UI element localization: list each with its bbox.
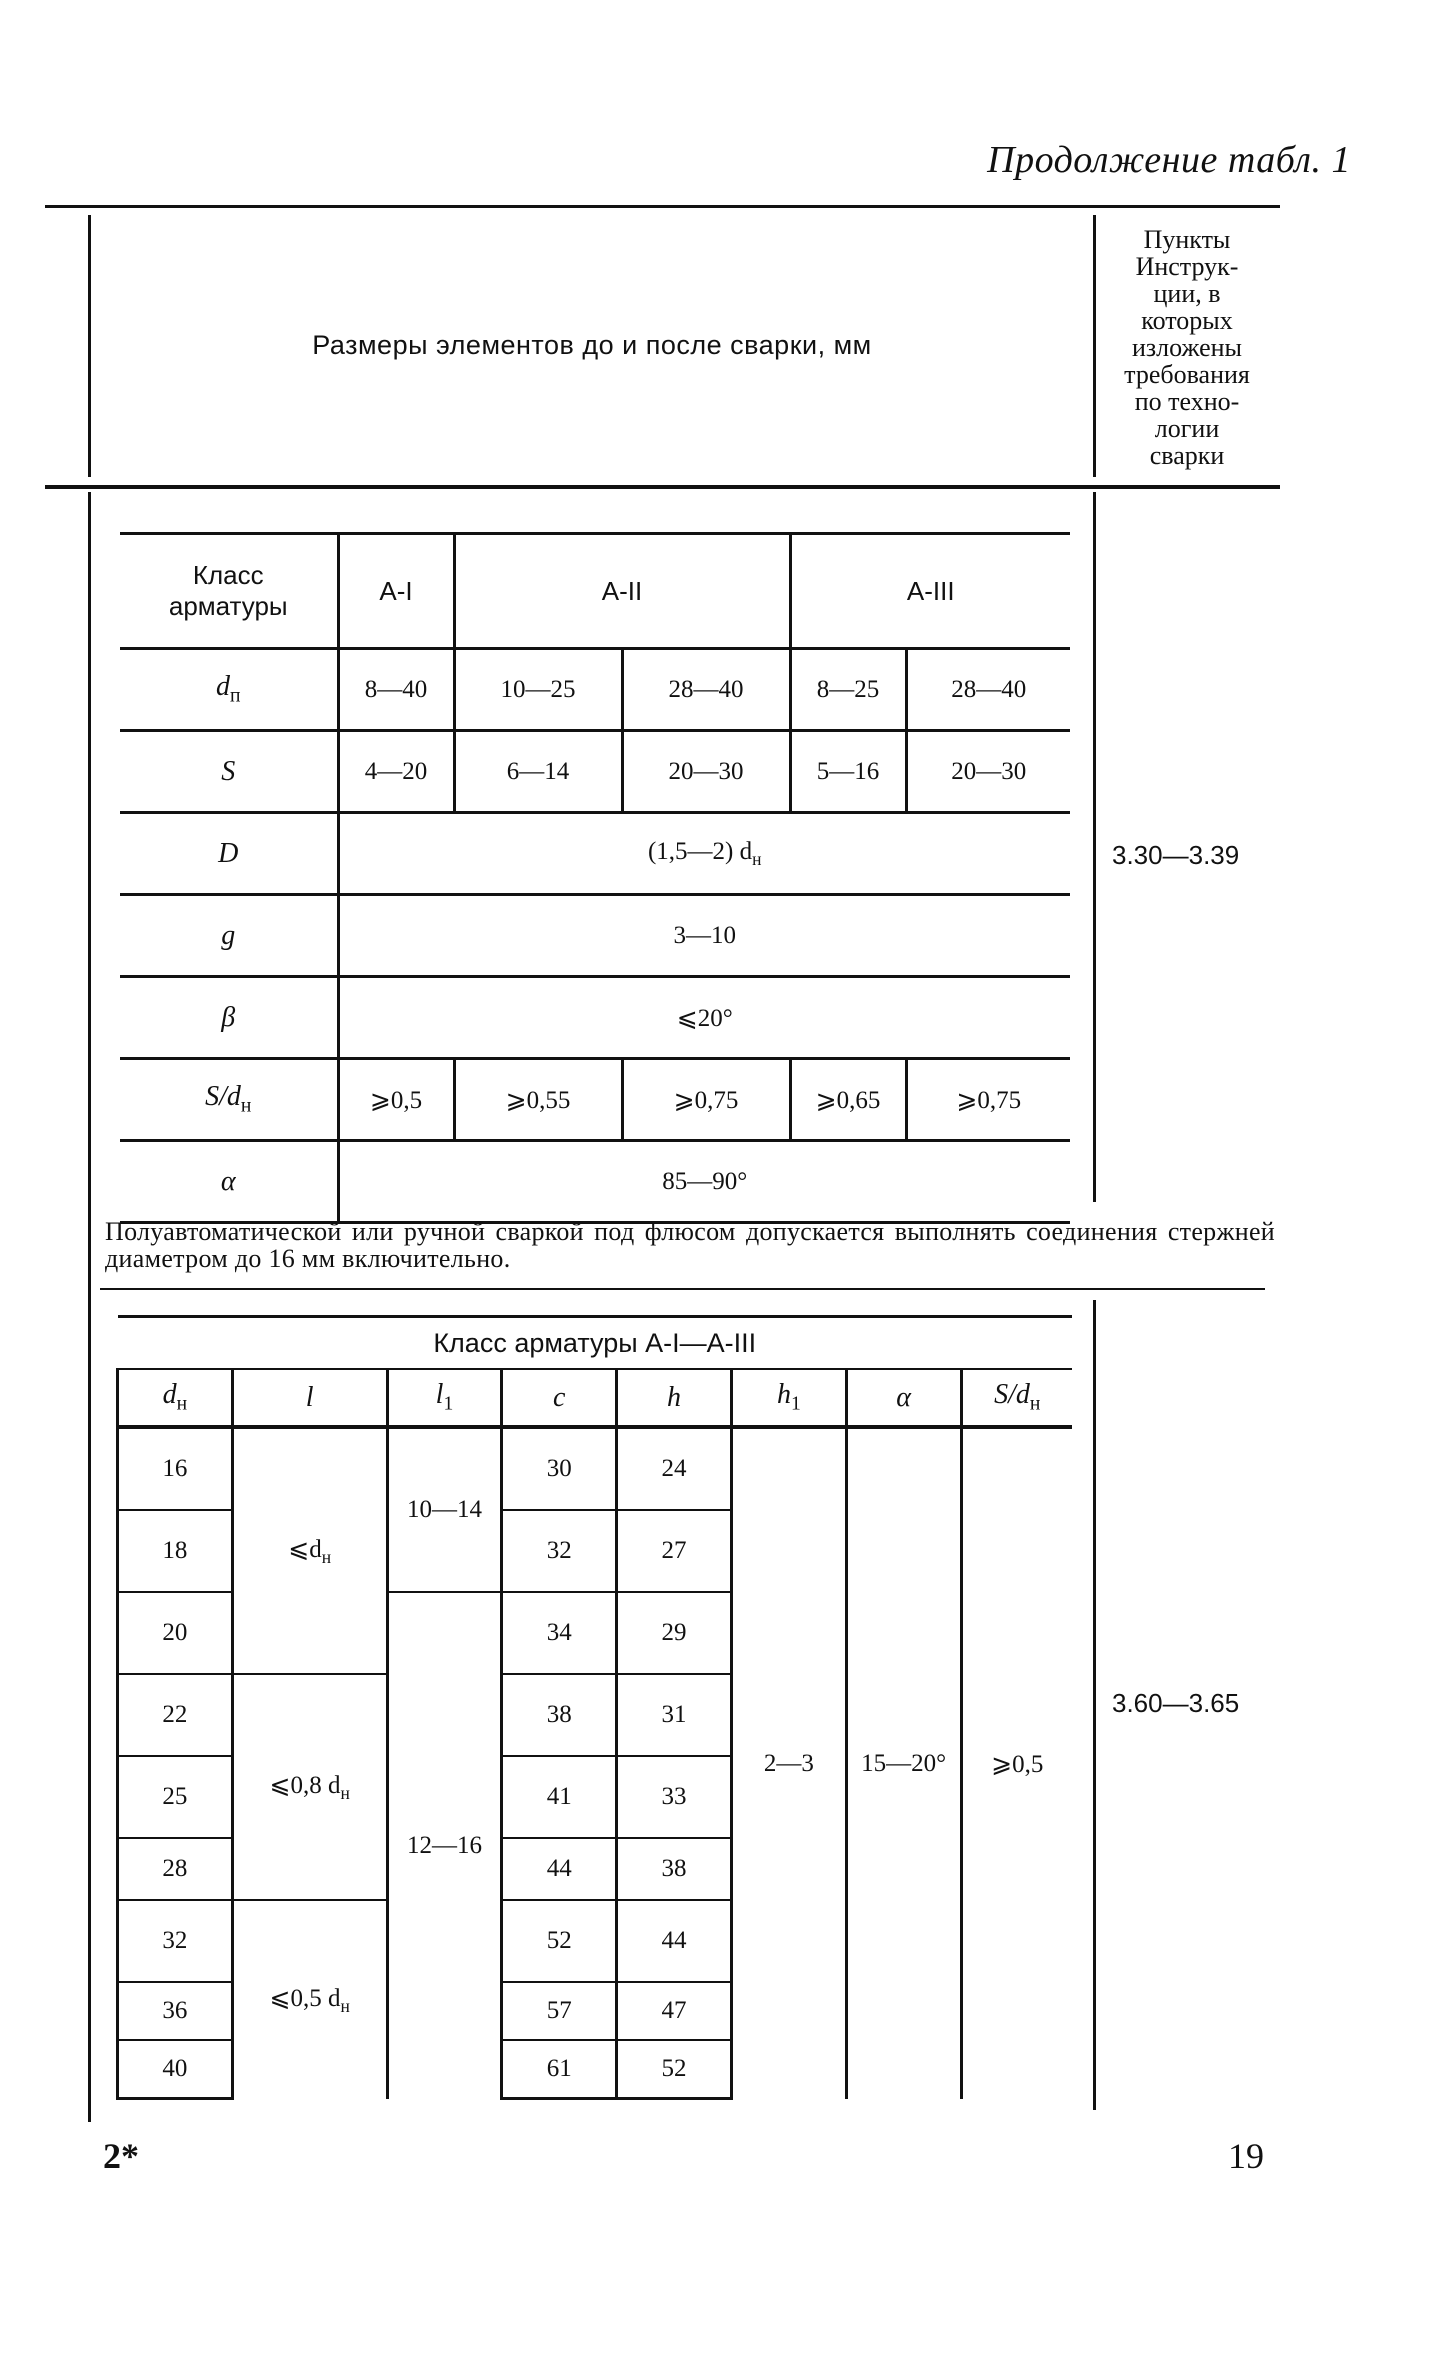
c-value: 41 — [502, 1756, 617, 1838]
c-value: 57 — [502, 1982, 617, 2040]
row-label-g: g — [120, 895, 338, 977]
column-header-main: Размеры элементов до и после сварки, мм — [312, 330, 872, 360]
class-a2: A-II — [454, 534, 790, 649]
signature-mark: 2* — [103, 2136, 139, 2176]
c-value: 32 — [502, 1510, 617, 1592]
header-l1: $l_1$ — [387, 1369, 502, 1427]
dn-value: 8—25 — [790, 649, 906, 731]
h-value: 52 — [617, 2040, 732, 2099]
c-value: 44 — [502, 1838, 617, 1900]
class-a3: A-III — [790, 534, 1070, 649]
h-value: 33 — [617, 1756, 732, 1838]
l1-group: 10—14 — [387, 1427, 502, 1592]
s-value: 20—30 — [906, 731, 1070, 813]
table2-caption: Класс арматуры A-I—A-III — [118, 1317, 1073, 1370]
d-value: 36 — [118, 1982, 233, 2040]
note-rule — [100, 1288, 1265, 1290]
h-value: 38 — [617, 1838, 732, 1900]
sd-value: ⩾0,55 — [454, 1059, 622, 1141]
d-value: 40 — [118, 2040, 233, 2099]
c-value: 38 — [502, 1674, 617, 1756]
alpha-value: 15—20° — [846, 1427, 961, 2099]
header-sd: $S/d_н$ — [961, 1369, 1072, 1427]
row-label-alpha: α — [120, 1141, 338, 1223]
row-label-beta: β — [120, 977, 338, 1059]
header-d: $d_н$ — [118, 1369, 233, 1427]
sd-value: ⩾0,75 — [622, 1059, 790, 1141]
header-l: l — [232, 1369, 387, 1427]
header-h1: $h_1$ — [731, 1369, 846, 1427]
header-c: c — [502, 1369, 617, 1427]
alpha-value: 85—90° — [338, 1141, 1070, 1223]
frame-divider-upper — [1093, 215, 1096, 477]
h-value: 44 — [617, 1900, 732, 1982]
s-value: 5—16 — [790, 731, 906, 813]
dn-value: 8—40 — [338, 649, 454, 731]
frame-divider-t1 — [1093, 492, 1096, 1202]
note-text: Полуавтоматической или ручной сваркой под флюсом допускается выполнять соединения стержней диаметром до 16 мм включительно. — [105, 1217, 1275, 1273]
s-value: 4—20 — [338, 731, 454, 813]
D-value: (1,5—2) $d_н$ — [338, 813, 1070, 895]
beta-value: ⩽20° — [338, 977, 1070, 1059]
sd-value: ⩾0,5 — [338, 1059, 454, 1141]
dn-value: 10—25 — [454, 649, 622, 731]
d-value: 20 — [118, 1592, 233, 1674]
header-alpha: α — [846, 1369, 961, 1427]
sd-value: ⩾0,75 — [906, 1059, 1070, 1141]
instruction-ref-1: 3.30—3.39 — [1112, 840, 1240, 870]
s-value: 6—14 — [454, 731, 622, 813]
d-value: 22 — [118, 1674, 233, 1756]
h-value: 24 — [617, 1427, 732, 1510]
dn-value: 28—40 — [622, 649, 790, 731]
row-label-D: D — [120, 813, 338, 895]
l-group: ⩽0,8 $d_н$ — [232, 1674, 387, 1900]
frame-divider-t2 — [1093, 1300, 1096, 2110]
row-label-sd: $S/d_н$ — [120, 1059, 338, 1141]
dn-value: 28—40 — [906, 649, 1070, 731]
c-value: 52 — [502, 1900, 617, 1982]
frame-left-lower — [88, 492, 91, 2122]
class-label: Класс арматуры — [120, 534, 338, 649]
h-value: 47 — [617, 1982, 732, 2040]
sd-value: ⩾0,65 — [790, 1059, 906, 1141]
g-value: 3—10 — [338, 895, 1070, 977]
h1-value: 2—3 — [731, 1427, 846, 2099]
row-label-s: S — [120, 731, 338, 813]
dimensions-table — [120, 532, 1070, 1224]
continuation-title: Продолжение табл. 1 — [987, 139, 1351, 181]
page-number: 19 — [1228, 2136, 1264, 2176]
h-value: 27 — [617, 1510, 732, 1592]
header-bottom-rule — [45, 485, 1280, 489]
top-rule — [45, 205, 1280, 208]
d-value: 28 — [118, 1838, 233, 1900]
d-value: 18 — [118, 1510, 233, 1592]
l-group: ⩽0,5 $d_н$ — [232, 1900, 387, 2099]
s-value: 20—30 — [622, 731, 790, 813]
instruction-ref-2: 3.60—3.65 — [1112, 1688, 1240, 1718]
row-label-dn: $d_п$ — [120, 649, 338, 731]
d-value: 32 — [118, 1900, 233, 1982]
frame-left — [88, 215, 91, 477]
l1-group: 12—16 — [387, 1592, 502, 2099]
d-value: 16 — [118, 1427, 233, 1510]
header-h: h — [617, 1369, 732, 1427]
h-value: 29 — [617, 1592, 732, 1674]
class-a1: A-I — [338, 534, 454, 649]
h-value: 31 — [617, 1674, 732, 1756]
rebar-table — [116, 1315, 1072, 2100]
c-value: 61 — [502, 2040, 617, 2099]
column-header-refs: Пункты Инструк- ции, в которых изложены требования по техно- логии сварки — [1124, 225, 1250, 470]
sd-value: ⩾0,5 — [961, 1427, 1072, 2099]
l-group: $⩽d_н$ — [232, 1427, 387, 1674]
c-value: 30 — [502, 1427, 617, 1510]
d-value: 25 — [118, 1756, 233, 1838]
c-value: 34 — [502, 1592, 617, 1674]
